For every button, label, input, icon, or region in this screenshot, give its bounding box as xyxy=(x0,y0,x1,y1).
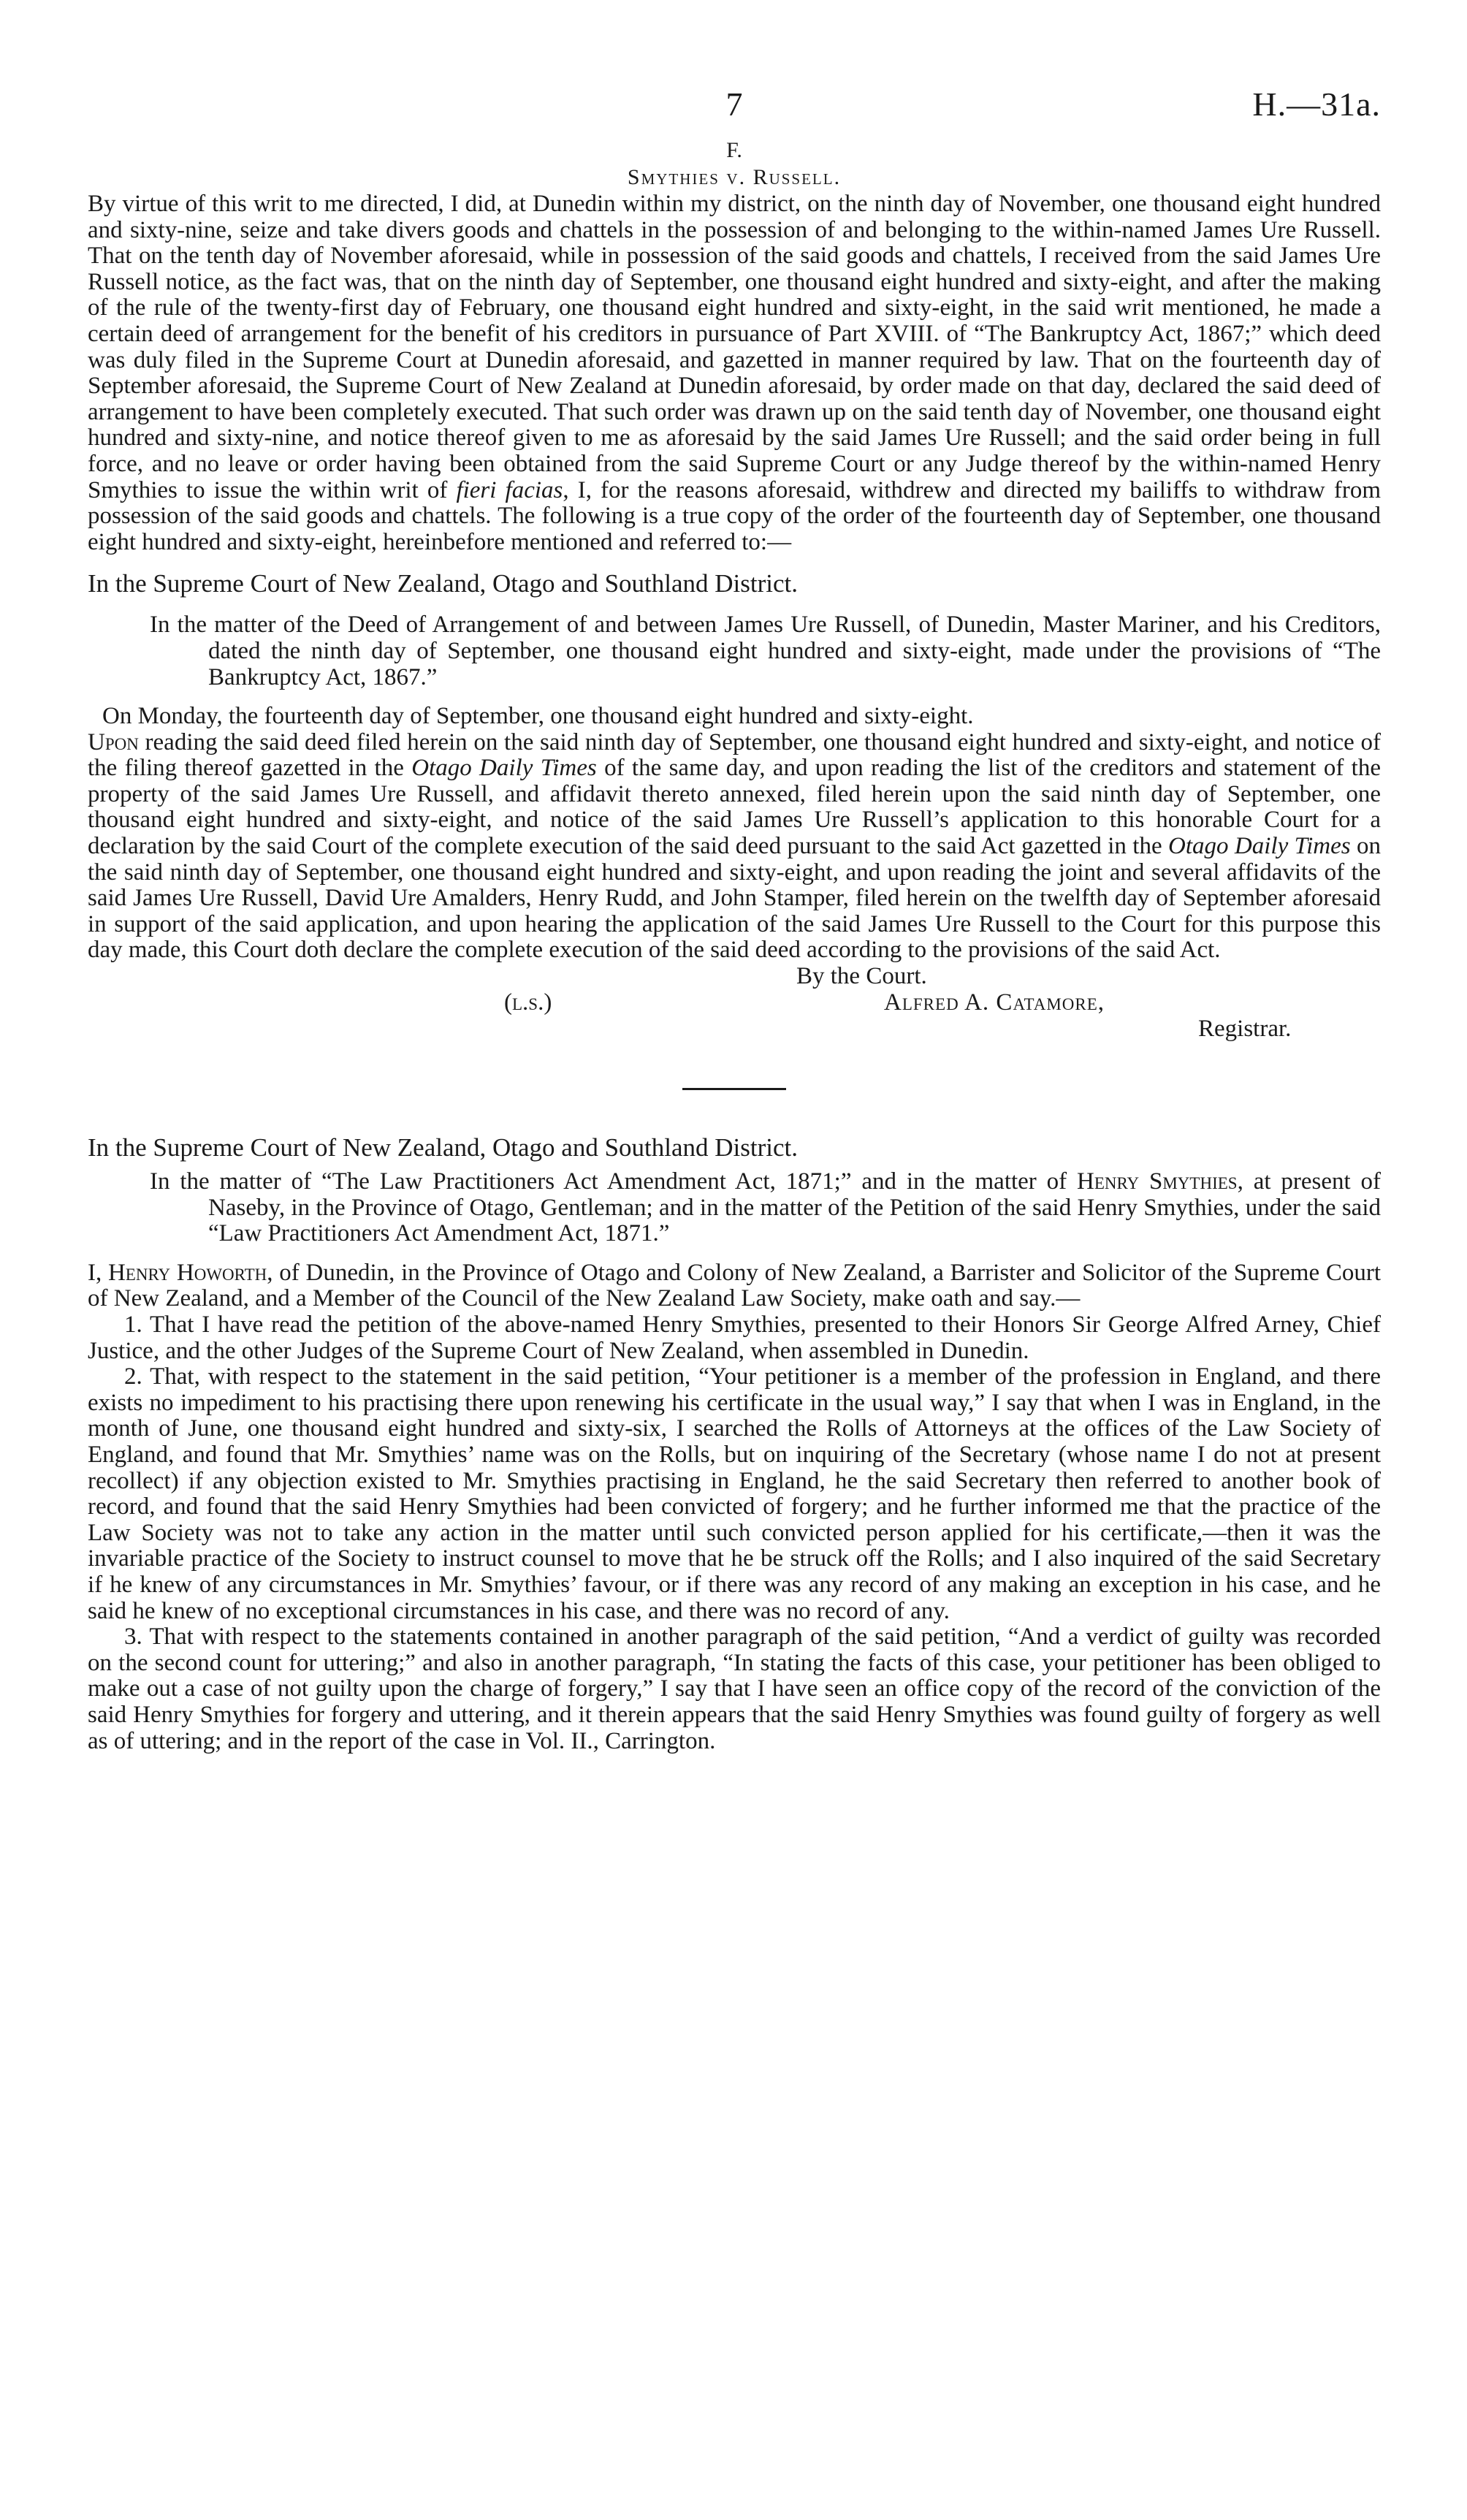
by-the-court: By the Court. xyxy=(796,963,927,990)
order-body-2: of the same day, and upon reading the list of the creditors and statement of the property of the said James Ure Russell, and affidavit thereto annexed, filed herein upon the said ninth day of September, one thousand eight hundred and sixty-eight, and notice of the said James Ure Russell’s application to this honorable Court for a declaration by the said Court of the complete execution of the said deed pursuant to the said Act gazetted in the xyxy=(88,755,1381,860)
deponent-name: I, Henry Howorth xyxy=(88,1259,267,1286)
affidavit-paragraph-3: 3. That with respect to the statements contained in another paragraph of the said petition, “And a verdict of guilty was recorded on the second count for uttering;” and also in another paragraph, “In stating the facts of this case, your petitioner has been obliged to make out a case of not guilty upon the charge of forgery,” I say that I have seen an office copy of the record of the conviction of the said Henry Smythies for forgery and uttering, and it therein appears that the said Henry Smythies was found guilty of forgery as well as of uttering; and in the report of the case in Vol. II., Carrington. xyxy=(88,1623,1381,1754)
newspaper-name-2: Otago Daily Times xyxy=(1168,833,1351,860)
page-number: 7 xyxy=(725,85,743,123)
document-page xyxy=(88,86,1381,1754)
petitioner-name: Henry Smythies xyxy=(1076,1168,1238,1195)
paper-reference: H.—31a. xyxy=(1252,85,1381,123)
order-body xyxy=(88,730,1381,964)
affidavit-paragraph-2: 2. That, with respect to the statement in the said petition, “Your petitioner is a member of the profession in England, and there exists no impediment to his practising there upon renewing his certificate in the usual way,” I say that when I was in England, in the month of June, one thousand eight hundred and sixty-six, I searched the Rolls of Attorneys at the offices of the Law Society of England, and found that Mr. Smythies’ name was on the Rolls, but on inquiring of the Secretary (whose name I do not at present recollect) if any objection existed to Mr. Smythies practising in England, he the said Secretary then referred to another book of record, and found that the said Henry Smythies had been convicted of forgery; and he further informed me that the practice of the Law Society was not to take any action in the matter until such convicted person applied for his certificate,—then it was the invariable practice of the Society to instruct counsel to move that he be struck off the Rolls; and I also inquired of the said Secretary if he knew of any circumstances in Mr. Smythies’ favour, or if there was any record of any making an exception in his case, and he said he knew of no exceptional circumstances in his case, and there was no record of any. xyxy=(88,1363,1381,1624)
order-date-text: On Monday, the fourteenth day of September, one thousand eight hundred and sixty-eight. xyxy=(102,703,974,730)
affidavit-intro xyxy=(88,1260,1381,1312)
section-divider xyxy=(682,1088,786,1090)
newspaper-name: Otago Daily Times xyxy=(411,755,597,782)
affidavit-paragraph-1: 1. That I have read the petition of the above-named Henry Smythies, presented to their Honors Sir George Alfred Arney, Chief Justice, and the other Judges of the Supreme Court of New Zealand, when assembled in Dunedin. xyxy=(88,1312,1381,1364)
writ-name: fieri facias xyxy=(456,476,563,503)
affidavit-matter-2: , at present of Naseby, in the Province of Otago, Gentleman; and in the matter of the Petition of the said Henry Smythies, under the said “Law Practitioners Act Amendment Act, 1871.” xyxy=(208,1168,1381,1247)
affidavit-matter-heading xyxy=(88,1169,1381,1247)
order-body-1: reading the said deed filed herein on the said ninth day of September, one thousand eight hundred and sixty-eight, and notice of the filing thereof gazetted in the xyxy=(88,728,1381,782)
order-date-line xyxy=(88,704,1381,730)
upon-word: Upon xyxy=(88,728,139,755)
affidavit-court-heading: In the Supreme Court of New Zealand, Otago and Southland District. xyxy=(88,1133,799,1162)
registrar-name: Alfred A. Catamore, xyxy=(884,989,1105,1016)
page-header xyxy=(88,86,1381,137)
seal-mark: (l.s.) xyxy=(504,989,552,1016)
affidavit-matter-1: In the matter of “The Law Practitioners Act Amendment Act, 1871;” and in the matter of xyxy=(150,1168,1077,1195)
section-letter: F. xyxy=(726,138,742,162)
registrar-title: Registrar. xyxy=(1198,1016,1292,1043)
order-matter-heading: In the matter of the Deed of Arrangement of and between James Ure Russell, of Dunedin, Master Mariner, and his Creditors, dated the ninth day of September, one thousand eight hundred and sixty-eight, made under the provisions of “The Bankruptcy Act, 1867.” xyxy=(150,612,1381,690)
order-body-3: on the said ninth day of September, one thousand eight hundred and sixty-eight, and upon reading the joint and several affidavits of the said James Ure Russell, David Ure Amalders, Henry Rudd, and John Stamper, filed herein on the twelfth day of September aforesaid in support of the said application, and upon hearing the application of the said James Ure Russell to the Court for this purpose this day made, this Court doth declare the complete execution of the said deed according to the provisions of the said Act. xyxy=(88,833,1382,964)
sheriff-return-paragraph xyxy=(88,191,1381,555)
order-court-heading: In the Supreme Court of New Zealand, Otago and Southland District. xyxy=(88,569,799,598)
return-text: By virtue of this writ to me directed, I did, at Dunedin within my district, on the ninth day of November, one thousand eight hundred and sixty-nine, seize and take divers goods and chattels in the possession of and belonging to the within-named James Ure Russell. That on the tenth day of November aforesaid, while in possession of the said goods and chattels, I received from the said James Ure Russell notice, as the fact was, that on the ninth day of September, one thousand eight hundred and sixty-eight, and after the making of the rule of the twenty-first day of February, one thousand eight hundred and sixty-eight, in the said writ mentioned, he made a certain deed of arrangement for the benefit of his creditors in pursuance of Part XVIII. of “The Bankruptcy Act, 1867;” which deed was duly filed in the Supreme Court at Dunedin aforesaid, and gazetted in manner required by law. That on the fourteenth day of September aforesaid, the Supreme Court of New Zealand at Dunedin aforesaid, by order made on that day, declared the said deed of arrangement to have been completely executed. That such order was drawn up on the said tenth day of November, one thousand eight hundred and sixty-nine, and notice thereof given to me as aforesaid by the said James Ure Russell; and the said order being in full force, and no leave or order having been obtained from the said Supreme Court or any Judge thereof by the within-named Henry Smythies to issue the within writ of xyxy=(88,191,1381,503)
return-tail: , I, for the reasons aforesaid, withdrew and directed my bailiffs to withdraw from possession of the said goods and chattels. The following is a true copy of the order of the fourteenth day of September, one thousand eight hundred and sixty-eight, hereinbefore mentioned and referred to:— xyxy=(88,476,1382,555)
case-title: Smythies v. Russell. xyxy=(627,165,842,189)
order-signature-block xyxy=(88,964,1381,1043)
affidavit-intro-text: , of Dunedin, in the Province of Otago and Colony of New Zealand, a Barrister and Solicitor of the Supreme Court of New Zealand, and a Member of the Council of the New Zealand Law Society, make oath and say.— xyxy=(88,1259,1382,1312)
